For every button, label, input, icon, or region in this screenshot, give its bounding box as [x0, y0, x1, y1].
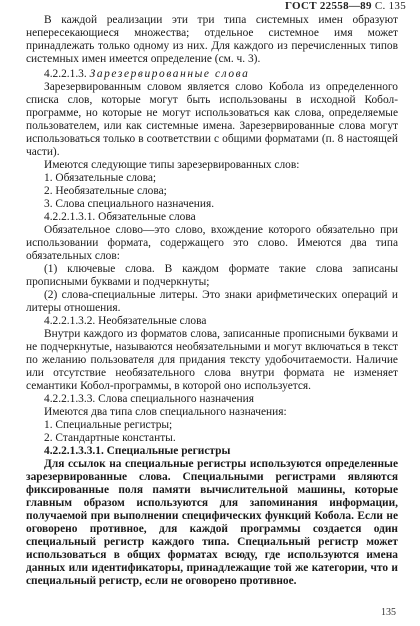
list-item: 1. Специальные регистры;: [44, 419, 173, 431]
list-item: (2) слова-специальные литеры. Это знаки арифметических операций и литеры отношения.: [26, 289, 398, 314]
section-heading: [26, 315, 398, 328]
section-heading: [26, 445, 398, 458]
paragraph: Имеются два типа слов специального назначения:: [44, 406, 287, 418]
section-heading: [26, 211, 398, 224]
document-body: [26, 14, 398, 588]
paragraph: Внутри каждого из форматов слова, записанные прописными буквами и не подчеркнутые, называются необязательными и могут включаться в текст по желанию пользователя для придания тексту удобочитаемости. Наличие или отсутствие необязательного слова внутри формата не изменяет семантики Кобол-программы, в которой оно используется.: [26, 328, 398, 392]
heading-title: Слова специального назначения: [98, 393, 254, 405]
paragraph: В каждой реализации эти три типа системных имен образуют непересекающиеся множества; отдельное системное имя может принадлежать только одному из них. Для каждого из перечисленных типов системных имен имеется определение (см. ч. 3).: [26, 14, 398, 65]
page-number: 135: [381, 607, 396, 618]
standard-code: ГОСТ 22558—89: [284, 0, 372, 12]
heading-title: Необязательные слова: [98, 315, 207, 327]
running-header: [285, 0, 406, 12]
list-item: 2. Необязательные слова;: [44, 185, 167, 197]
list-item: (1) ключевые слова. В каждом формате такие слова записаны прописными буквами и подчеркнуты;: [26, 263, 398, 288]
heading-title: Специальные регистры: [106, 445, 231, 457]
paragraph: Для ссылок на специальные регистры используются определенные зарезервированные слова. Специальными регистрами являются фиксированные поля памяти вычислительной машины, которые главным образом используются для запоминания информации, получаемой при выполнении специфических функций Кобола. Если не оговорено противное, для каждой программы создается один специальный регистр каждого типа. Специальный регистр может использоваться в общих форматах всюду, где используются имена данных или идентификаторы, принадлежащие той же категории, что и специальный регистр, если не оговорено противное.: [26, 458, 398, 587]
heading-number: 4.2.2.1.3.3.: [44, 393, 96, 405]
section-heading: [26, 68, 398, 81]
heading-title: Зарезервированные слова: [89, 68, 250, 80]
heading-number: 4.2.2.1.3.2.: [44, 315, 96, 327]
paragraph: Имеются следующие типы зарезервированных слов:: [44, 159, 300, 171]
heading-number: 4.2.2.1.3.: [44, 68, 87, 80]
heading-number: 4.2.2.1.3.1.: [44, 211, 96, 223]
list-item: 2. Стандартные константы.: [44, 432, 176, 444]
paragraph: Зарезервированным словом является слово Кобола из определенного списка слов, которые могут быть использованы в исходной Кобол-программе, но которые не могут использоваться как слова, определяемые пользователем, или как системные имена. Зарезервированные слова могут использоваться только в соответствии с общими форматами (п. 8 настоящей части).: [26, 81, 398, 158]
section-heading: [26, 393, 398, 406]
header-page: С. 135: [374, 0, 406, 12]
list-item: 3. Слова специального назначения.: [44, 198, 215, 210]
heading-number: 4.2.2.1.3.3.1.: [44, 445, 104, 457]
heading-title: Обязательные слова: [98, 211, 196, 223]
paragraph: Обязательное слово—это слово, вхождение которого обязательно при использовании формата, содержащего это слово. Имеются два типа обязательных слов:: [26, 224, 398, 262]
list-item: 1. Обязательные слова;: [44, 172, 157, 184]
